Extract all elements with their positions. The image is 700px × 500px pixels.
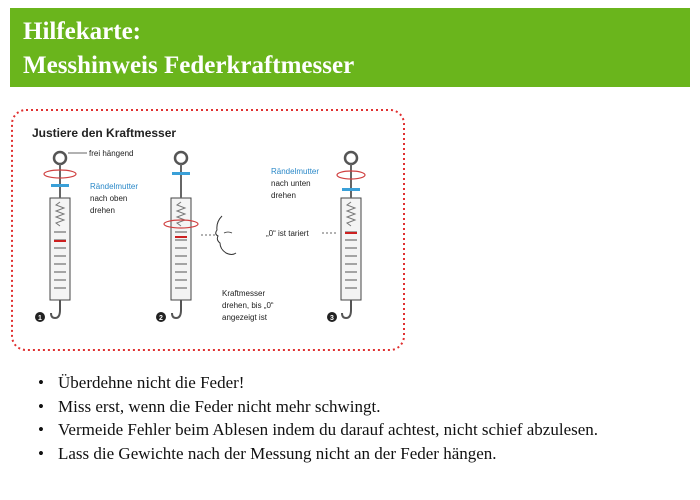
bullet-icon: • (38, 396, 44, 416)
step-3-label-line2: nach unten (271, 179, 311, 188)
list-item (38, 418, 598, 442)
step-2-caption-line1: Kraftmesser (222, 289, 266, 298)
list-item (38, 371, 598, 395)
figure-title: Justiere den Kraftmesser (32, 126, 177, 140)
knurled-nut-2 (172, 172, 190, 175)
step-1-note-hang: frei hängend (89, 149, 134, 158)
step-3-label-nut: Rändelmutter (271, 167, 320, 176)
observer-face-icon (216, 216, 236, 255)
hint-list (38, 371, 598, 465)
calibration-illustration (10, 108, 406, 352)
step-3-label-line3: drehen (271, 191, 296, 200)
step-1-number: 1 (38, 315, 42, 322)
bullet-icon: • (38, 420, 44, 439)
hint-text: Vermeide Fehler beim Ablesen indem du darauf achtest, nicht schief abzulesen. (58, 420, 599, 439)
list-item (38, 442, 598, 466)
calibration-figure (10, 108, 406, 352)
step-2-caption-line2: drehen, bis „0“ (222, 301, 274, 310)
hint-text: Miss erst, wenn die Feder nicht mehr schwingt. (58, 396, 381, 416)
step-3-note-tare: „0“ ist tariert (266, 229, 309, 238)
red-marker-1 (54, 240, 66, 242)
hint-text: Lass die Gewichte nach der Messung nicht an der Feder hängen. (58, 443, 497, 463)
spring-scale-3 (337, 152, 365, 318)
knurled-nut-1 (51, 184, 69, 187)
red-marker-3 (345, 232, 357, 234)
spring-scale-1 (44, 152, 76, 318)
bullet-icon: • (38, 373, 44, 392)
step-1-label-line3: drehen (90, 206, 115, 215)
step-1-label-line2: nach oben (90, 194, 128, 203)
hint-text: Überdehne nicht die Feder! (58, 373, 245, 392)
list-item (38, 395, 598, 419)
step-2-number: 2 (159, 315, 163, 322)
spring-scale-2 (164, 152, 198, 318)
header-banner (10, 8, 690, 87)
knurled-nut-3 (342, 188, 360, 191)
bullet-icon: • (38, 443, 44, 463)
title-line-1: Hilfekarte: (23, 18, 142, 45)
red-marker-2 (175, 236, 187, 238)
step-1-label-nut: Rändelmutter (90, 182, 139, 191)
step-3-number: 3 (330, 315, 334, 322)
title-line-2: Messhinweis Federkraftmesser (23, 52, 355, 79)
step-2-caption-line3: angezeigt ist (222, 313, 267, 322)
